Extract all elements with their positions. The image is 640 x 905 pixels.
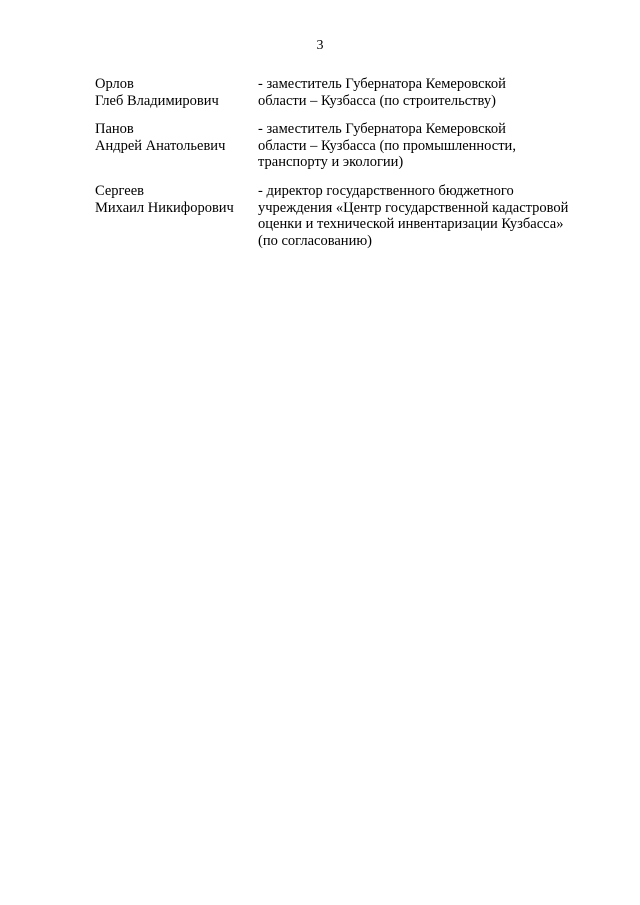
position-line: области – Кузбасса (по строительству): [258, 92, 496, 109]
member-position: [258, 76, 595, 109]
member-position: [258, 121, 595, 171]
page-number: 3: [316, 38, 324, 53]
position-line: (по согласованию): [258, 232, 372, 249]
member-surname: Панов: [95, 121, 134, 138]
member-given-names: Глеб Владимирович: [95, 92, 219, 109]
member-surname: Орлов: [95, 76, 134, 92]
member-name: [95, 183, 258, 249]
position-line: транспорту и экологии): [258, 154, 404, 171]
member-entry-panov: [95, 121, 595, 171]
position-line: области – Кузбасса (по промышленности,: [258, 137, 516, 154]
position-line: - заместитель Губернатора Кемеровской: [258, 121, 506, 138]
member-name: [95, 76, 258, 109]
member-surname: Сергеев: [95, 182, 145, 199]
commission-member-list: [95, 76, 595, 261]
member-given-names: Андрей Анатольевич: [95, 137, 226, 154]
member-entry-orlov: [95, 76, 595, 109]
member-given-names: Михаил Никифорович: [95, 199, 234, 216]
position-line: - директор государственного бюджетного: [258, 182, 514, 199]
member-entry-sergeev: [95, 183, 595, 249]
position-line: оценки и технической инвентаризации Кузбасса»: [258, 216, 564, 233]
member-position: [258, 183, 595, 249]
member-name: [95, 121, 258, 171]
position-line: - заместитель Губернатора Кемеровской: [258, 76, 506, 92]
position-line: учреждения «Центр государственной кадастровой: [258, 199, 569, 216]
